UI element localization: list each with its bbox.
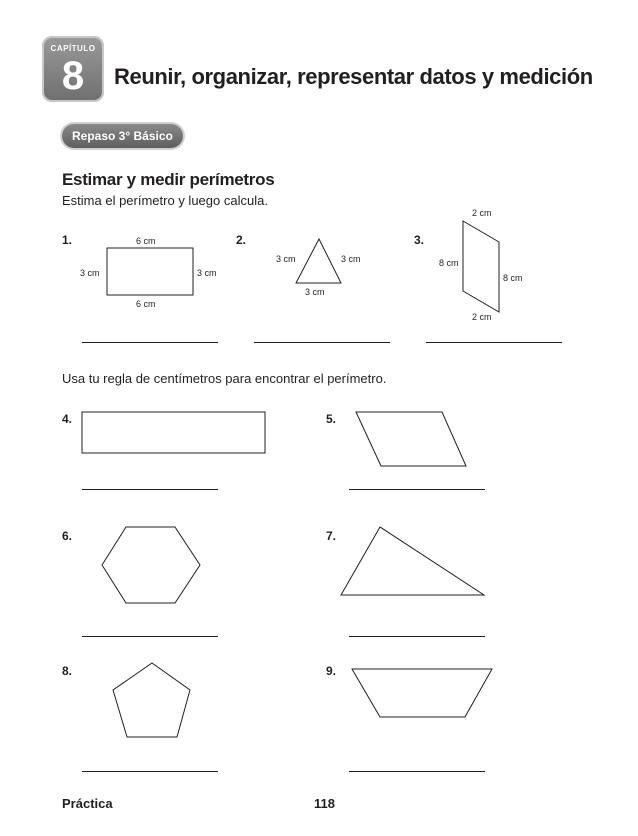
answer-line-6[interactable] bbox=[82, 636, 218, 637]
chapter-number: 8 bbox=[61, 54, 85, 98]
section-title: Estimar y medir perímetros bbox=[62, 170, 275, 189]
answer-line-4[interactable] bbox=[82, 489, 218, 490]
problem-number-6: 6. bbox=[62, 529, 73, 543]
problem-number-7: 7. bbox=[326, 529, 337, 543]
page-number: 118 bbox=[314, 796, 335, 811]
problem-number-4: 4. bbox=[62, 412, 73, 426]
problem-1-label-top: 6 cm bbox=[136, 236, 156, 246]
chapter-badge bbox=[42, 36, 104, 102]
chapter-word: CAPÍTULO bbox=[50, 44, 96, 53]
problem-1-label-right: 3 cm bbox=[197, 268, 217, 278]
answer-line-5[interactable] bbox=[349, 489, 485, 490]
instructions-ruler: Usa tu regla de centímetros para encontrar el perímetro. bbox=[62, 371, 387, 386]
problem-number-1: 1. bbox=[62, 233, 73, 247]
review-badge: Repaso 3° Básico bbox=[62, 124, 183, 148]
problem-number-3: 3. bbox=[414, 233, 425, 247]
problem-number-5: 5. bbox=[326, 412, 337, 426]
page-title: Reunir, organizar, representar datos y medición bbox=[114, 64, 593, 89]
answer-line-8[interactable] bbox=[82, 771, 218, 772]
problem-2-label-right: 3 cm bbox=[341, 254, 361, 264]
problem-number-8: 8. bbox=[62, 664, 73, 678]
footer-practice-label: Práctica bbox=[62, 796, 113, 811]
problem-number-9: 9. bbox=[326, 664, 337, 678]
answer-line-1[interactable] bbox=[82, 342, 218, 343]
answer-line-7[interactable] bbox=[349, 636, 485, 637]
problem-3-label-left: 8 cm bbox=[439, 258, 459, 268]
problem-1-label-left: 3 cm bbox=[80, 268, 100, 278]
problem-number-2: 2. bbox=[236, 233, 247, 247]
instructions-estimate: Estima el perímetro y luego calcula. bbox=[62, 193, 268, 208]
problem-3-label-top: 2 cm bbox=[472, 208, 492, 218]
problem-3-label-bottom: 2 cm bbox=[472, 312, 492, 322]
answer-line-3[interactable] bbox=[426, 342, 562, 343]
problem-2-label-left: 3 cm bbox=[276, 254, 296, 264]
answer-line-9[interactable] bbox=[349, 771, 485, 772]
answer-line-2[interactable] bbox=[254, 342, 390, 343]
problem-2-label-bottom: 3 cm bbox=[305, 287, 325, 297]
problem-1-label-bottom: 6 cm bbox=[136, 299, 156, 309]
problem-3-label-right: 8 cm bbox=[503, 273, 523, 283]
trapezoid-shape-9 bbox=[0, 0, 1, 1]
